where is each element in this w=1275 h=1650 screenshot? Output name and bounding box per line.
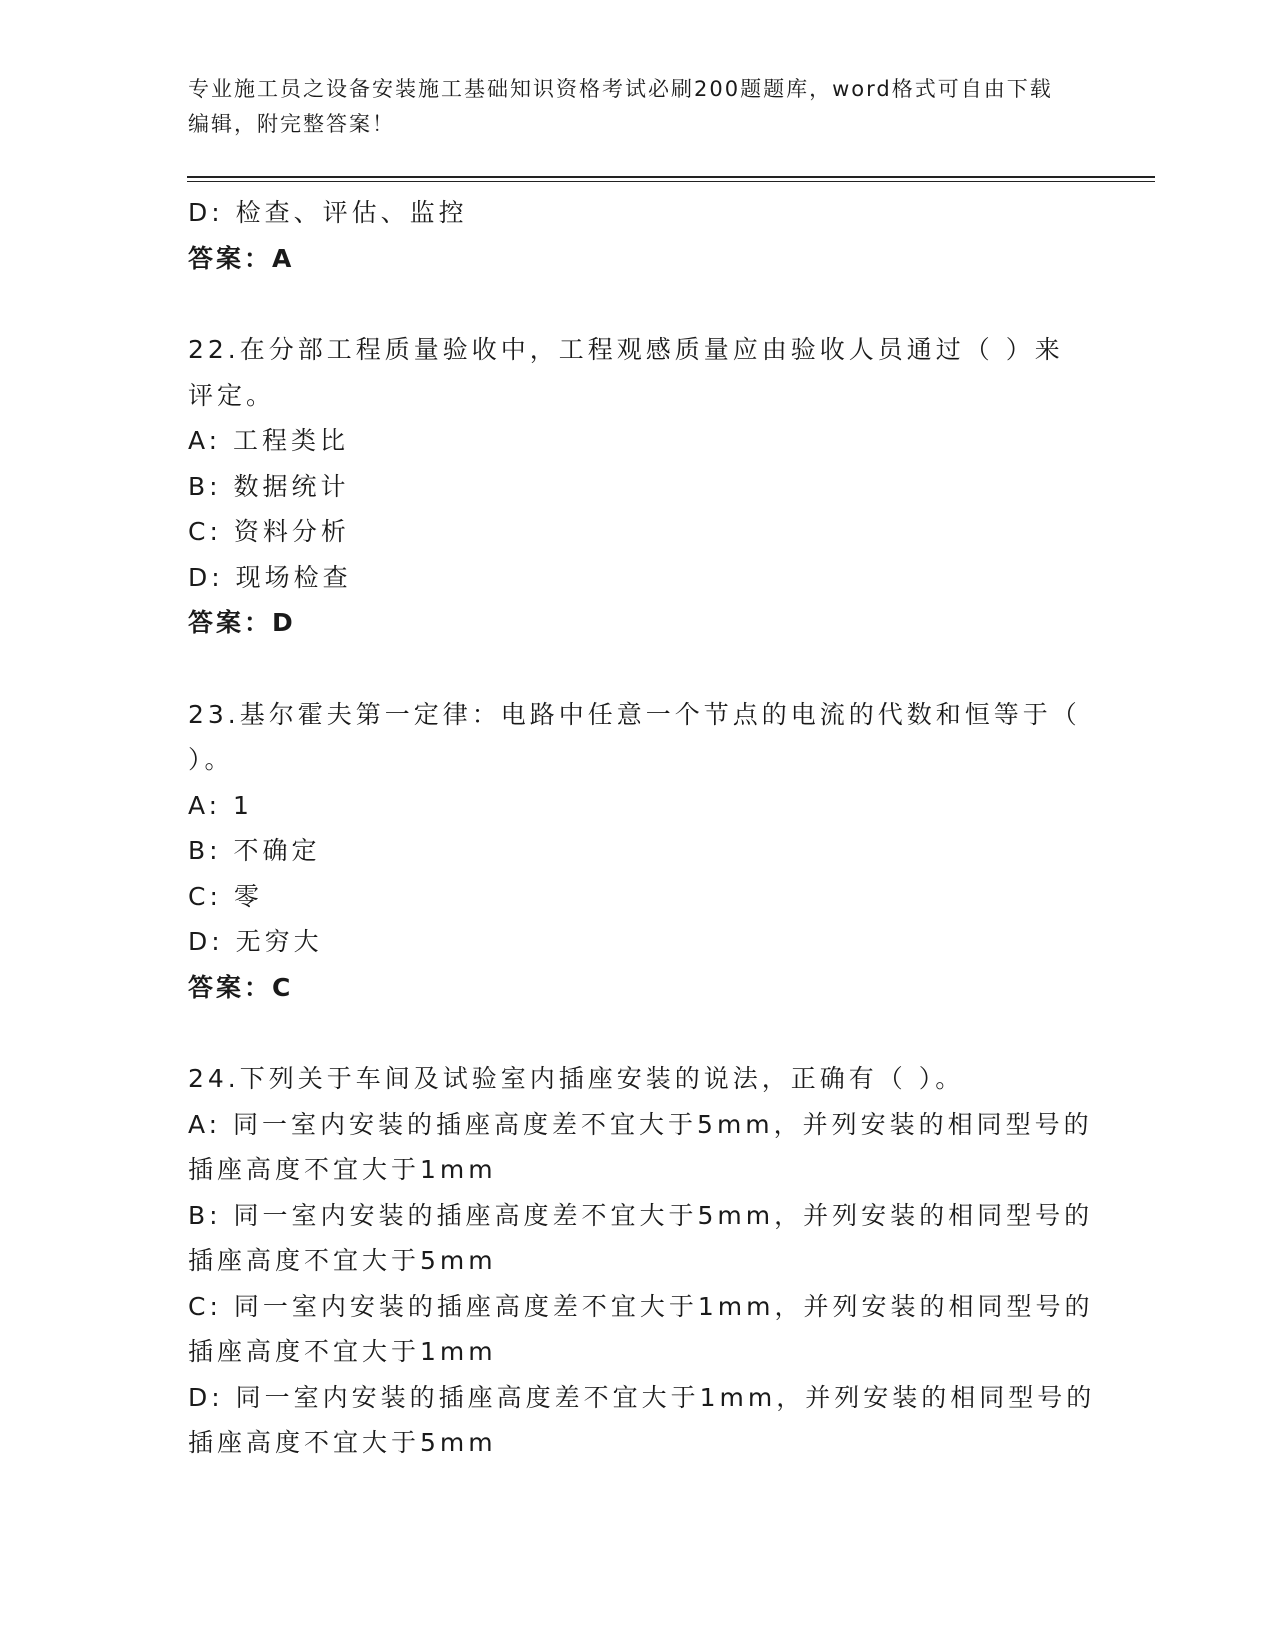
option-d-continued: 插座高度不宜大于5mm	[188, 1428, 497, 1457]
option-a: A: 同一室内安装的插座高度差不宜大于5mm，并列安装的相同型号的	[188, 1109, 1093, 1139]
option-d: D: 检查、评估、监控	[188, 198, 468, 227]
question-stem-continued: 评定。	[188, 380, 276, 410]
option-b-continued: 插座高度不宜大于5mm	[188, 1246, 497, 1275]
option-b: B: 不确定	[188, 836, 321, 865]
question-22	[188, 327, 1088, 646]
option-b: B: 数据统计	[188, 471, 350, 501]
page-header-title: 专业施工员之设备安装施工基础知识资格考试必刷200题题库，word格式可自由下载编辑，附完整答案！	[188, 77, 1053, 136]
question-stem: 24.下列关于车间及试验室内插座安装的说法，正确有（ ）。	[188, 1064, 965, 1093]
option-c: C: 同一室内安装的插座高度差不宜大于1mm，并列安装的相同型号的	[188, 1291, 1094, 1321]
option-a-continued: 插座高度不宜大于1mm	[188, 1155, 497, 1184]
answer-label: 答案：C	[188, 972, 294, 1002]
question-list	[188, 190, 1096, 1466]
option-c-continued: 插座高度不宜大于1mm	[188, 1337, 497, 1366]
option-d: D: 无穷大	[188, 927, 323, 956]
answer-label: 答案：A	[188, 243, 295, 273]
option-a: A: 工程类比	[188, 426, 350, 455]
question-stem-continued: ）。	[188, 745, 234, 774]
prev-question-tail	[188, 190, 1088, 281]
question-23	[188, 692, 1088, 1011]
question-24	[188, 1056, 1096, 1466]
option-c: C: 资料分析	[188, 517, 350, 546]
option-d: D: 同一室内安装的插座高度差不宜大于1mm，并列安装的相同型号的	[188, 1382, 1096, 1412]
option-d: D: 现场检查	[188, 562, 352, 592]
option-c: C: 零	[188, 881, 263, 911]
header-divider-thin	[187, 181, 1155, 182]
option-a: A: 1	[188, 790, 253, 820]
header-divider-thick	[187, 176, 1155, 178]
question-stem: 22.在分部工程质量验收中，工程观感质量应由验收人员通过（ ）来	[188, 335, 1064, 364]
question-stem: 23.基尔霍夫第一定律：电路中任意一个节点的电流的代数和恒等于（	[188, 699, 1081, 729]
answer-label: 答案：D	[188, 608, 296, 637]
option-b: B: 同一室内安装的插座高度差不宜大于5mm，并列安装的相同型号的	[188, 1200, 1094, 1230]
